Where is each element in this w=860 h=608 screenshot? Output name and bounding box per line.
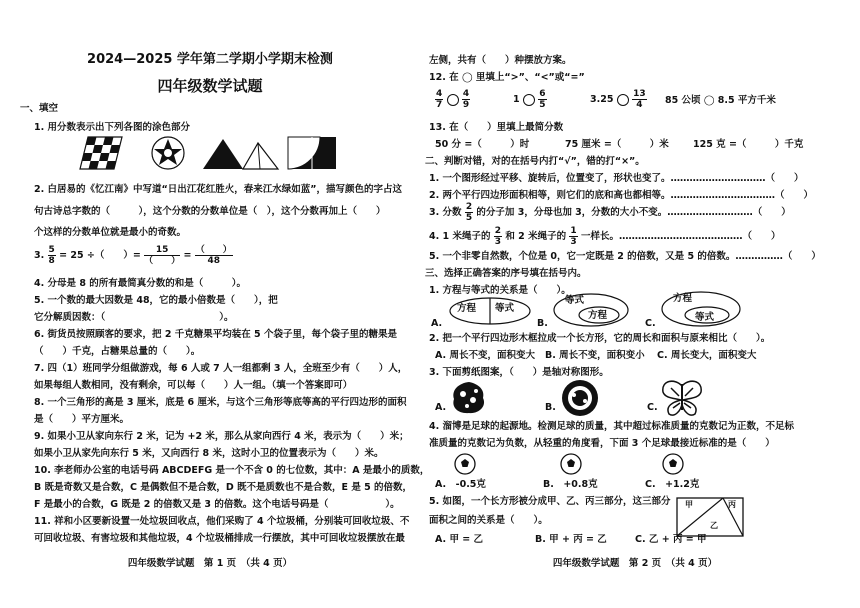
section-true-false: 二、判断对错，对的在括号内打“√”，错的打“×”。 [425,156,645,167]
choice-5-option-b: B. 甲 + 丙 = 乙 [535,534,607,545]
footer-page-1: 四年级数学试题 第 1 页 （共 4 页） [127,558,293,569]
star-circle-figure [152,137,184,169]
question-6-line-2: （ ）千克，占糖果总量的（ ）。 [34,346,201,357]
q12-compare-d: 85 公顷 ◯ 8.5 平方千米 [665,95,776,106]
choice-5-line-2: 面积之间的关系是（ ）。 [429,515,548,526]
judge-1: 1. 一个图形经过平移、旋转后，位置变了，形状也变了。…………………………（ ） [429,173,804,184]
choice-3-option-b: B. [545,402,556,413]
compare-circle[interactable] [617,94,629,106]
choice-5-option-c: C. 乙 + 丙 = 甲 [635,534,707,545]
question-5-line-2: 它分解质因数：（ ）。 [34,312,234,323]
q13-b: 75 厘米 =（ ）米 [565,139,669,150]
question-10-line-1: 10. 李老师办公室的电话号码 ABCDEFG 是一个不含 0 的七位数，其中：A 是最小的质数， [34,465,430,476]
judge-2: 2. 两个平行四边形面积相等，则它们的底和高也都相等。……………………………（ ） [429,190,814,201]
question-4: 4. 分母是 8 的所有最简真分数的和是（ ）。 [34,278,247,289]
choice-1-option-b: B. [537,318,548,329]
question-3: 3. $\frac{5}{8}$ = 25 ÷（ ）= $\frac{15}{( )}$ = $\frac{( )}{48}$ [34,245,232,266]
label-equality: 等式 [495,303,515,314]
right-page [425,0,845,608]
label-equation: 方程 [588,310,608,321]
label-jia: 甲 [685,500,693,509]
q13-a: 50 分 =（ ）时 [435,139,530,150]
papercut-a-icon [449,380,489,416]
q1-figures [78,135,338,173]
choice-2: 2. 把一个平行四边形木框拉成一个长方形，它的周长和面积与原来相比（ ）。 [429,333,771,344]
q3-number: 3. [34,250,45,261]
triangles-figure [203,139,278,169]
choice-2-option-a: A. 周长不变，面积变大 [435,350,535,361]
butterfly-papercut-icon [659,378,705,418]
q12-compare-a: $\frac{4}{7}$ $\frac{4}{9}$ [436,89,470,110]
question-6-line-1: 6. 街货员按照顾客的要求，把 2 千克糖果平均装在 5 个袋子里，每个袋子里的糖果是 [34,329,397,340]
label-equation: 方程 [457,303,477,314]
question-11-line-2: 可回收垃圾、有害垃圾和其他垃圾，4 个垃圾桶排成一行摆放，其中可回收垃圾摆放在最 [34,533,405,544]
q3-middle: = 25 ÷（ ）= [59,250,141,261]
q12-compare-b: 1 $\frac{6}{5}$ [513,89,546,110]
choice-3-option-a: A. [435,402,447,413]
label-equality: 等式 [565,295,585,306]
q13-c: 125 克 =（ ）千克 [693,139,804,150]
football-b-icon [559,452,583,476]
question-2-line-3: 个这样的分数单位就是最小的奇数。 [34,227,187,238]
question-11-line-1: 11. 祥和小区要新设置一处垃圾回收点，他们采购了 4 个垃圾桶，分别装可回收垃圾、不 [34,516,410,527]
question-5-line-1: 5. 一个数的最大因数是 48，它的最小倍数是（ ），把 [34,295,278,306]
exam-title: 四年级数学试题 [157,77,263,95]
section-fill-blank: 一、填空 [20,103,59,114]
compare-circle[interactable] [447,94,459,106]
q3-fraction-3: $\frac{( )}{48}$ [195,245,232,266]
question-8-line-1: 8. 一个三角形的高是 3 厘米，底是 6 厘米，与这个三角形等底等高的平行四边形的面积 [34,397,407,408]
choice-4-option-a: A. -0.5克 [435,479,486,490]
question-9-line-2: 如果小卫从家先向东行 5 米，又向西行 8 米，这时小卫的位置表示为（ ）米。 [34,448,384,459]
question-8-line-2: 是（ ）平方厘米。 [34,414,130,425]
label-equation: 方程 [673,293,693,304]
checker-parallelogram-figure [80,137,122,169]
choice-4-option-b: B. +0.8克 [543,479,598,490]
question-12: 12. 在 ◯ 里填上“>”、“<”或“=” [429,72,585,83]
question-1: 1. 用分数表示出下列各图的涂色部分 [34,122,191,133]
label-equality: 等式 [695,312,715,323]
q12-compare-c: 3.25 $\frac{13}{4}$ [590,89,646,110]
exam-header: 2024—2025 学年第二学期小学期末检测 [87,52,333,67]
football-c-icon [661,452,685,476]
q3-fraction-2: $\frac{15}{( )}$ [144,245,181,266]
question-9-line-1: 9. 如果小卫从家向东行 2 米，记为 +2 米，那么从家向西行 4 米，表示为（ ）米； [34,431,409,442]
question-2-line-2: 句古诗总字数的（ ），这个分数的分数单位是（ ），这个分数再加上（ ） [34,206,386,217]
question-7-line-2: 如果每组人数相同，没有剩余，可以每（ ）人一组。（填一个答案即可） [34,380,353,391]
section-choice: 三、选择正确答案的序号填在括号内。 [425,268,587,279]
judge-5: 5. 一个非零自然数，个位是 0，它一定既是 2 的倍数，又是 5 的倍数。……………（ ） [429,251,821,262]
choice-5-option-a: A. 甲 = 乙 [435,534,484,545]
football-a-icon [453,452,477,476]
choice-3-option-c: C. [647,402,658,413]
choice-1-option-c: C. [645,318,656,329]
question-2-line-1: 2. 白居易的《忆江南》中写道“日出江花红胜火，春来江水绿如蓝”，描写颜色的字占这 [34,184,403,195]
question-10-line-2: B 既是奇数又是合数，C 是偶数但不是合数，D 既不是质数也不是合数，E 是 5 的倍数， [34,482,413,493]
choice-4-line-1: 4. 溜博是足球的起源地。检测足球的质量，其中超过标准质量的克数记为正数，不足标 [429,421,795,432]
papercut-b-icon [559,378,601,418]
compare-circle[interactable] [523,94,535,106]
q3-fraction-1: $\frac{5}{8}$ [48,245,55,266]
choice-1: 1. 方程与等式的关系是（ ）。 [429,285,571,296]
choice-2-option-b: B. 周长不变，面积变小 [545,350,645,361]
quarter-circle-square-figure [288,137,336,169]
footer-page-2: 四年级数学试题 第 2 页 （共 4 页） [552,558,718,569]
label-bing: 丙 [728,500,736,509]
question-13: 13. 在（ ）里填上最简分数 [429,122,564,133]
choice-4-option-c: C. +1.2克 [645,479,700,490]
question-11-line-3: 左侧，共有（ ）种摆放方案。 [429,55,572,66]
choice-3: 3. 下面剪纸图案，（ ）是轴对称图形。 [429,367,609,378]
choice-2-option-c: C. 周长变大，面积变大 [657,350,757,361]
choice-4-line-2: 准质量的克数记为负数，从轻重的角度看，下面 3 个足球最接近标准的是（ ） [429,438,775,449]
question-10-line-3: F 是最小的合数，G 既是 2 的倍数又是 3 的倍数。这个电话号码是（ ）。 [34,499,400,510]
question-7-line-1: 7. 四（1）班同学分组做游戏，每 6 人或 7 人一组都剩 3 人，全班至少有（ ）人， [34,363,408,374]
choice-5-line-1: 5. 如图，一个长方形被分成甲、乙、丙三部分，这三部分 [429,496,671,507]
judge-3: 3. 分数 $\frac{2}{5}$ 的分子加 3，分母也加 3，分数的大小不变。………………………（ ） [429,202,791,223]
judge-4: 4. 1 米绳子的 $\frac{2}{3}$ 和 2 米绳子的 $\frac{1}{3}$ 一样长。…………………………………（ ） [429,226,781,247]
label-yi: 乙 [710,521,718,530]
choice-1-option-a: A. [431,318,443,329]
